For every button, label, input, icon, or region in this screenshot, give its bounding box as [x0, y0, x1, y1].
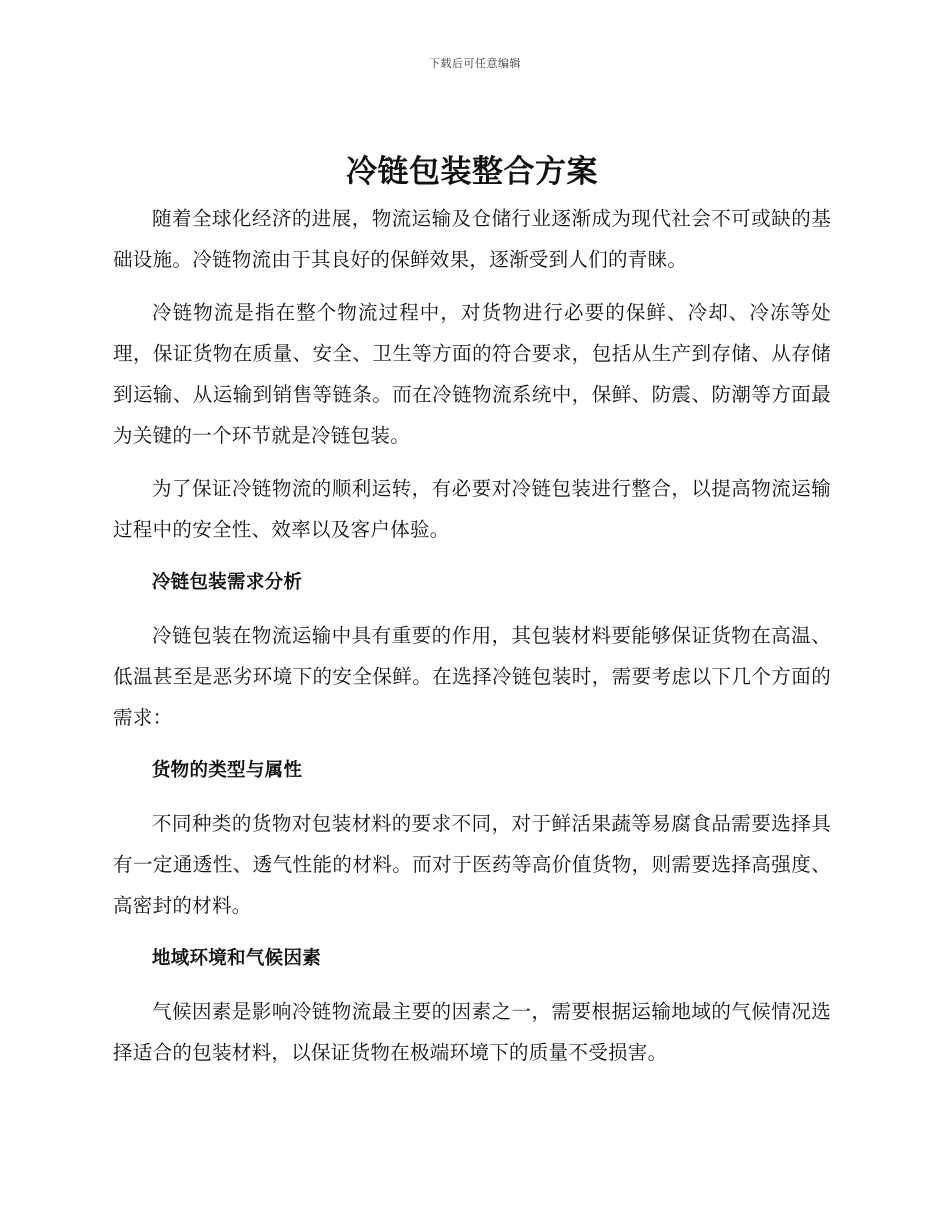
paragraph-climate: 气候因素是影响冷链物流最主要的因素之一，需要根据运输地域的气候情况选择适合的包装材料，以保证货物在极端环境下的质量不受损害。 — [113, 1000, 831, 1064]
header-note: 下载后可任意编辑 — [429, 57, 521, 70]
section-heading-cargo-type: 货物的类型与属性 — [151, 760, 303, 781]
document-title: 冷链包装整合方案 — [346, 154, 598, 190]
paragraph-definition: 冷链物流是指在整个物流过程中，对货物进行必要的保鲜、冷却、冷冻等处理，保证货物在质量、安全、卫生等方面的符合要求，包括从生产到存储、从存储到运输、从运输到销售等链条。而在冷链物流系统中，保鲜、防震、防潮等方面最为关键的一个环节就是冷链包装。 — [113, 301, 831, 447]
paragraph-purpose: 为了保证冷链物流的顺利运转，有必要对冷链包装进行整合，以提高物流运输过程中的安全性、效率以及客户体验。 — [113, 477, 831, 541]
section-heading-demand-analysis: 冷链包装需求分析 — [151, 572, 303, 593]
document-body — [113, 148, 831, 1085]
section-heading-climate: 地域环境和气候因素 — [151, 948, 322, 969]
paragraph-demand-analysis: 冷链包装在物流运输中具有重要的作用，其包装材料要能够保证货物在高温、低温甚至是恶劣环境下的安全保鲜。在选择冷链包装时，需要考虑以下几个方面的需求： — [113, 624, 831, 729]
paragraph-intro: 随着全球化经济的进展，物流运输及仓储行业逐渐成为现代社会不可或缺的基础设施。冷链物流由于其良好的保鲜效果，逐渐受到人们的青睐。 — [113, 207, 831, 271]
paragraph-cargo-type: 不同种类的货物对包装材料的要求不同，对于鲜活果蔬等易腐食品需要选择具有一定通透性、透气性能的材料。而对于医药等高价值货物，则需要选择高强度、高密封的材料。 — [113, 812, 831, 917]
